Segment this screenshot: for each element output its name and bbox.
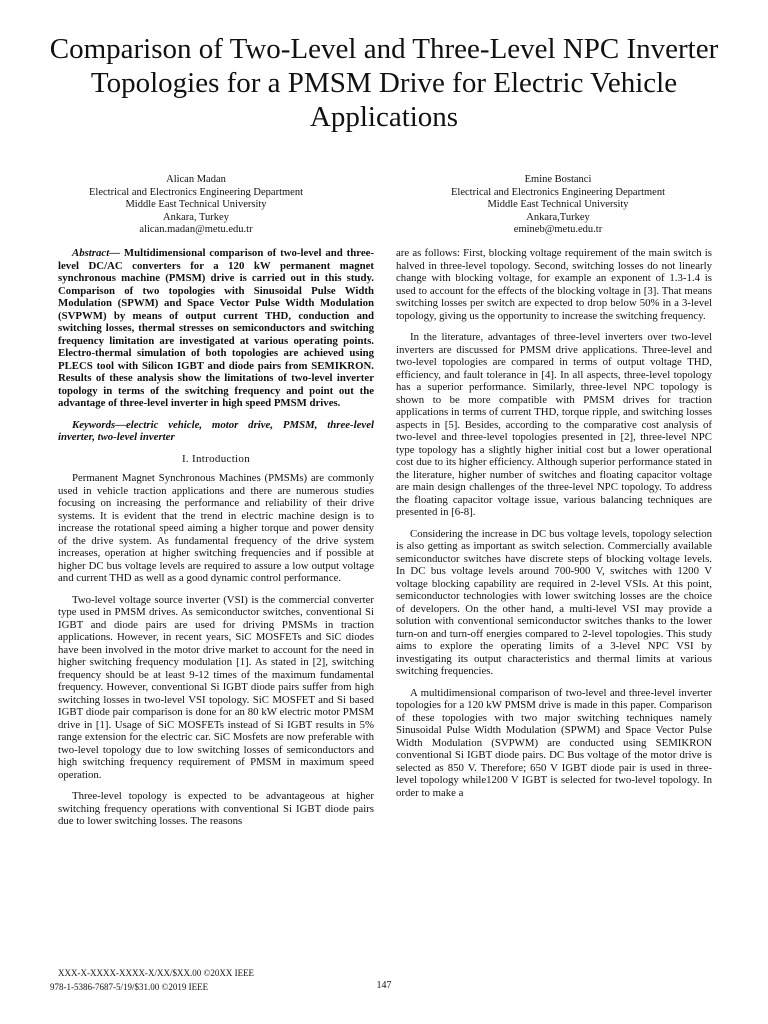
paragraph: Considering the increase in DC bus voltage levels, topology selection is also getting as important as switch selection. Commercially available semiconductor switches have discrete steps of blocking voltage levels. In DC bus voltage levels around 700-900 V, switches with 1200 V voltage blocking capability are required in 2-level VSIs. At this point, semiconductor technologies with lower switching losses are the choice of developers. On the other hand, a multi-level VSI may provide a solution with conventional semiconductor switches thanks to the lower turn-on and turn-off energies compared to 2-level topologies. This study aims to explore the operating limits of a 3-level NPC VSI by investigating its output characteristics and thermal limits at various switching frequencies.	[396, 527, 712, 677]
author-block-1	[46, 174, 346, 237]
paragraph: Two-level voltage source inverter (VSI) is the commercial converter type used in PMSM drives. As semiconductor switches, conventional Si IGBT and diode pairs are used for driving PMSMs in traction applications. However, in recent years, SiC MOSFETs and SiC diodes have been involved in the motor drive market to account for the need in higher switching frequency modulation [1]. As stated in [2], switching frequency should be at least 9-12 times of the maximum fundamental frequency. However, conventional Si IGBT diode pairs suffer from high switching losses in two-level VSI topology. SiC MOSFET and Si based IGBT diode pair comparison is done for an 80 kW electric motor PMSM drive in [1]. Usage of SiC MOSFETs instead of Si IGBT results in 5% range extension for the electric car. SiC Mosfets are now preferable with two-level topology due to low switching losses of semiconductors and high switching frequency requirement of PMSM in maximum speed operation.	[58, 593, 374, 781]
paper-title: Comparison of Two-Level and Three-Level NPC Inverter Topologies for a PMSM Drive for Electric Vehicle Applications	[49, 33, 719, 133]
abstract-label: Abstract	[72, 247, 110, 259]
abstract	[58, 247, 374, 410]
left-column	[58, 247, 374, 837]
author-name: Emine Bostanci	[524, 174, 592, 185]
keywords-label: Keywords	[72, 418, 116, 431]
footer-placeholder-copyright: XXX-X-XXXX-XXXX-X/XX/$XX.00 ©20XX IEEE	[58, 968, 255, 978]
paragraph: In the literature, advantages of three-level inverters over two-level inverters are discussed for PMSM drive applications. Three-level and two-level topologies are compared in terms of output voltage THD, efficiency, and fault tolerance in [4]. In all aspects, three-level topology has a superior performance. Similarly, three-level NPC topology is shown to be more compatible with PMSM drives for traction applications in terms of current THD, torque ripple, and switching losses aspects in [5]. Besides, according to the comparative cost analysis of two-level and three-level topologies presented in [2], three-level NPC type topology has a slightly higher initial cost but a lower operational cost due to its higher efficiency. Although superior performance stated in the literature, higher number of switches and floating capacitor voltage are main design challenges of the three-level NPC topology. To address the floating capacitor voltage issue, various balancing techniques are presented in [6-8].	[396, 331, 712, 518]
author-city: Ankara, Turkey	[163, 211, 229, 223]
author-univ: Middle East Technical University	[125, 199, 267, 211]
paragraph: are as follows: First, blocking voltage requirement of the main switch is halved in three-level topology. Second, switching losses do not linearly change with blocking voltage, for example an exponent of 1.3-1.4 is used to account for the effects of the blocking voltage in [3]. That means switching losses per switch are expected to drop below 50% in a 3-level topology, giving us the opportunity to increase the switching frequency.	[396, 247, 712, 322]
author-name: Alican Madan	[166, 174, 226, 185]
author-dept: Electrical and Electronics Engineering Department	[89, 186, 303, 198]
abstract-text: — Multidimensional comparison of two-level and three-level DC/AC converters for a 120 kW permanent magnet synchronous machine (PMSM) drive is carried out in this study. Comparison of two topologies with Sinusoidal Pulse Width Modulation (SPWM) and Space Vector Pulse Width Modulation (SVPWM) by means of output current THD, conduction and switching losses, thermal stresses on semiconductors and switching frequency limitation are investigated at various operating points. Electro-thermal simulation of both topologies are achieved using PLECS tool with Silicon IGBT and diode pairs from SEMIKRON. Results of these analysis show the limitations of two-level inverter topology in terms of the switching frequency and point out the advantage of three-level inverter in high speed PMSM drives.	[58, 247, 374, 409]
keywords	[58, 419, 374, 444]
keywords-text: —electric vehicle, motor drive, PMSM, three-level inverter, two-level inverter	[58, 418, 374, 443]
author-univ: Middle East Technical University	[487, 199, 629, 211]
page-number: 147	[376, 980, 392, 991]
paragraph: Three-level topology is expected to be advantageous at higher switching frequency operations with conventional Si IGBT diode pairs due to lower switching losses. The reasons	[58, 790, 374, 827]
right-column	[396, 247, 712, 808]
section-heading: I. Introduction	[181, 452, 251, 465]
author-email: alican.madan@metu.edu.tr	[139, 224, 253, 236]
author-city: Ankara,Turkey	[526, 211, 590, 223]
author-block-2	[408, 174, 708, 237]
footer-copyright: 978-1-5386-7687-5/19/$31.00 ©2019 IEEE	[50, 982, 209, 992]
paragraph: Permanent Magnet Synchronous Machines (PMSMs) are commonly used in vehicle traction applications and there are numerous studies focusing on increasing the performance and reliability of their drive systems. It is evident that the trend in electric machine design is to increase the rotational speed aiming a higher torque and power density of the drive system. As fundamental frequency of the drive system increases, operation at higher switching frequencies and if possible at higher DC bus voltage levels are required to assure a low output voltage and current THD as well as a good dynamic control performance.	[58, 472, 374, 584]
author-dept: Electrical and Electronics Engineering Department	[451, 186, 665, 198]
author-email: emineb@metu.edu.tr	[513, 224, 603, 236]
paragraph: A multidimensional comparison of two-level and three-level inverter topologies for a 120 kW PMSM drive is made in this paper. Comparison of these topologies with two major switching techniques namely Sinusoidal Pulse Width Modulation (SPWM) and Space Vector Pulse Width Modulation (SVPWM) are conducted using SEMIKRON conventional Si IGBT diode pairs. DC Bus voltage of the motor drive is selected as 850 V. Therefore; 650 V IGBT diode pair is used in three-level topology while1200 V IGBT is selected for two-level topology. In order to make a	[396, 686, 712, 799]
